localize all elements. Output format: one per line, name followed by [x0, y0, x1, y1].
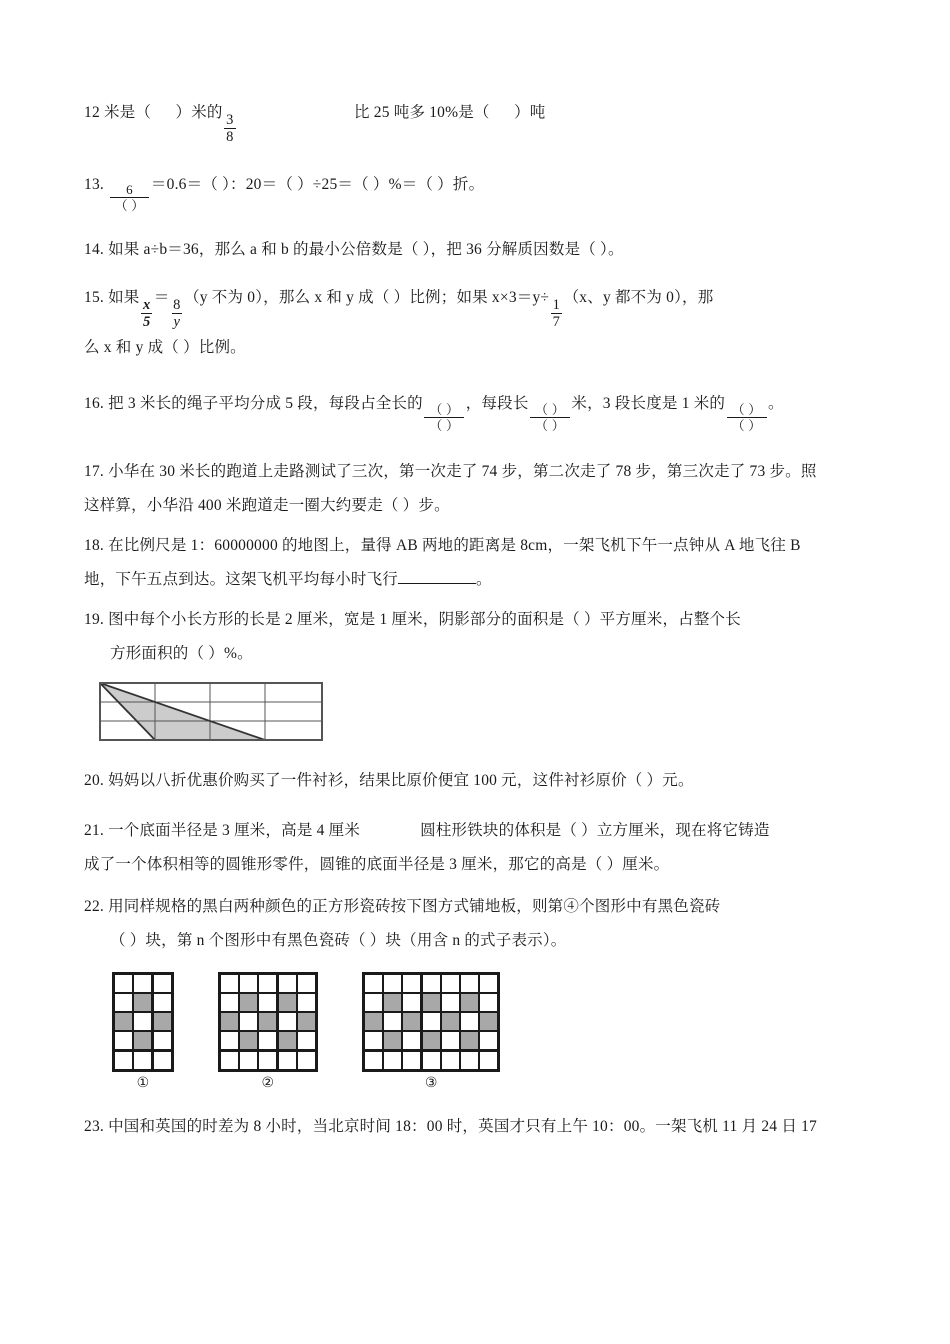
tile-white: [154, 1052, 171, 1069]
question-19-line1: 图中每个小长方形的长是 2 厘米，宽是 1 厘米，阴影部分的面积是（ ）平方厘米，占整个长: [108, 610, 741, 628]
tile-black: [442, 1013, 459, 1030]
question-17-line2-text: 这样算，小华沿 400 米跑道走一圈大约要走（ ）步。: [84, 496, 450, 514]
question-20-number: 20.: [84, 771, 104, 789]
question-12-left: [84, 96, 354, 146]
question-15-line2-text: 么 x 和 y 成（ ）比例。: [84, 338, 246, 356]
question-19-figure: [98, 681, 868, 746]
tile-black: [279, 994, 296, 1011]
tile-figure-label: ①: [136, 1074, 150, 1091]
tile-figure-2: [218, 972, 318, 1090]
question-12-left-pre: 12 米是（: [84, 104, 152, 121]
tile-grid: [218, 972, 318, 1072]
question-16: [84, 387, 868, 433]
tile-white: [403, 975, 420, 992]
question-13-number: 13.: [84, 175, 104, 193]
fraction-denominator[interactable]: （ ）: [727, 417, 767, 432]
tile-white: [279, 975, 296, 992]
tile-figure-label: ③: [424, 1074, 438, 1091]
question-21-number: 21.: [84, 821, 104, 839]
tile-white: [134, 1052, 151, 1069]
question-21-line1-b: 圆柱形铁块的体积是（ ）立方厘米，现在将它铸造: [420, 821, 770, 839]
tile-black: [461, 994, 478, 1011]
question-22-figures: [112, 972, 868, 1090]
fraction-blank-3[interactable]: [727, 403, 767, 432]
fraction-1-7: [551, 298, 562, 330]
question-19-line2: [84, 637, 868, 671]
tile-white: [403, 994, 420, 1011]
tile-black: [240, 1032, 257, 1049]
question-17-number: 17.: [84, 462, 104, 480]
question-23-number: 23.: [84, 1117, 104, 1135]
tile-figure-1: [112, 972, 174, 1090]
tile-black: [240, 994, 257, 1011]
tile-black: [384, 1032, 401, 1049]
fraction-denominator: 5: [142, 314, 151, 331]
question-13-text: ＝0.6＝（ ）：20＝（ ）÷25＝（ ）%＝（ ）折。: [150, 175, 485, 193]
tile-black: [480, 1013, 497, 1030]
fraction-numerator: 1: [552, 296, 561, 313]
tile-white: [240, 975, 257, 992]
fraction-blank-2[interactable]: [530, 403, 570, 432]
question-15-line2: [84, 331, 868, 365]
tile-white: [480, 975, 497, 992]
tile-white: [442, 975, 459, 992]
tile-white: [480, 1052, 497, 1069]
question-23: [84, 1110, 868, 1144]
tile-white: [154, 975, 171, 992]
question-12-blank-1[interactable]: [151, 104, 175, 121]
tile-white: [442, 1032, 459, 1049]
tile-white: [279, 1052, 296, 1069]
tile-white: [461, 1052, 478, 1069]
tile-white: [154, 1032, 171, 1049]
fraction-x-5: [141, 298, 152, 330]
question-19-number: 19.: [84, 610, 104, 628]
question-17-line2: [84, 489, 868, 523]
question-12: [84, 96, 868, 146]
tile-white: [384, 1013, 401, 1030]
tile-white: [134, 975, 151, 992]
question-18-line2-pre: 地，下午五点到达。这架飞机平均每小时飞行: [84, 570, 399, 588]
fraction-denominator[interactable]: （ ）: [530, 417, 570, 432]
question-14: [84, 233, 868, 267]
tile-black: [134, 1032, 151, 1049]
tile-white: [298, 1052, 315, 1069]
question-16-number: 16.: [84, 394, 104, 412]
shaded-grid-figure: [98, 681, 324, 741]
question-19-line2-text: 方形面积的（ ）%。: [110, 644, 253, 662]
question-22: [84, 890, 868, 924]
equals-sign: ＝: [153, 289, 170, 307]
question-16-end: 。: [768, 394, 784, 412]
tile-white: [240, 1013, 257, 1030]
tile-white: [480, 994, 497, 1011]
fraction-8-y: [171, 298, 182, 330]
question-22-line1: 用同样规格的黑白两种颜色的正方形瓷砖按下图方式铺地板，则第④个图形中有黑色瓷砖: [108, 897, 721, 915]
tile-black: [384, 994, 401, 1011]
tile-white: [115, 1052, 132, 1069]
fraction-denominator: 8: [226, 129, 234, 146]
question-18-answer-blank[interactable]: [398, 571, 476, 584]
question-15-number: 15.: [84, 289, 104, 307]
fraction-denominator: y: [173, 314, 181, 331]
question-14-text: 如果 a÷b＝36，那么 a 和 b 的最小公倍数是（ ），把 36 分解质因数是（ ）。: [108, 241, 624, 259]
question-16-mid1: ，每段长: [465, 394, 529, 412]
question-15-pre: 如果: [108, 289, 140, 307]
question-15: [84, 281, 868, 331]
question-21-line2-text: 成了一个体积相等的圆锥形零件，圆锥的底面半径是 3 厘米，那它的高是（ ）厘米。: [84, 855, 670, 873]
question-18-number: 18.: [84, 536, 104, 554]
tile-white: [221, 994, 238, 1011]
tile-black: [298, 1013, 315, 1030]
tile-grid: [362, 972, 501, 1072]
tile-white: [279, 1013, 296, 1030]
tile-white: [423, 1052, 440, 1069]
tile-white: [298, 1032, 315, 1049]
tile-white: [384, 975, 401, 992]
tile-white: [240, 1052, 257, 1069]
fraction-denominator[interactable]: （ ）: [424, 417, 464, 432]
question-12-left-mid: ）米的: [175, 104, 223, 121]
question-17-line1: 小华在 30 米长的跑道上走路测试了三次，第一次走了 74 步，第二次走了 78 步，第三次走了 73 步。照: [108, 462, 817, 480]
question-21: [84, 814, 868, 848]
tile-black: [154, 1013, 171, 1030]
tile-black: [461, 1032, 478, 1049]
fraction-denominator: 7: [552, 314, 561, 331]
tile-white: [384, 1052, 401, 1069]
tile-white: [423, 975, 440, 992]
fraction-numerator: 6: [126, 182, 133, 198]
question-22-line2-text: （ ）块，第 n 个图形中有黑色瓷砖（ ）块（用含 n 的式子表示）。: [110, 931, 567, 949]
tile-white: [259, 1052, 276, 1069]
question-18-line2-post: 。: [476, 570, 492, 588]
question-15-mid: （y 不为 0），那么 x 和 y 成（ ）比例；如果 x×3＝y÷: [184, 289, 550, 307]
tile-black: [134, 994, 151, 1011]
tile-black: [279, 1032, 296, 1049]
question-21-line2: [84, 848, 868, 882]
fraction-numerator: 8: [173, 296, 181, 313]
tile-white: [259, 975, 276, 992]
tile-black: [423, 1032, 440, 1049]
question-19: [84, 603, 868, 637]
tile-white: [298, 975, 315, 992]
question-16-pre: 把 3 米长的绳子平均分成 5 段，每段占全长的: [108, 394, 423, 412]
question-20-text: 妈妈以八折优惠价购买了一件衬衫，结果比原价便宜 100 元，这件衬衫原价（ ）元。: [108, 771, 694, 789]
fraction-numerator: x: [142, 296, 151, 313]
tile-white: [298, 994, 315, 1011]
question-22-line2: [84, 924, 868, 958]
fraction-6-blank[interactable]: [110, 183, 150, 212]
tile-white: [259, 1032, 276, 1049]
tile-black: [259, 1013, 276, 1030]
question-12-blank-2[interactable]: [490, 104, 514, 121]
fraction-3-8: [224, 113, 235, 145]
tile-white: [221, 975, 238, 992]
tile-white: [115, 975, 132, 992]
fraction-denominator[interactable]: （ ）: [110, 197, 150, 212]
fraction-numerator[interactable]: （ ）: [731, 401, 762, 417]
tile-white: [115, 994, 132, 1011]
question-15-tail: （x、y 都不为 0），那: [563, 289, 714, 307]
tile-white: [221, 1052, 238, 1069]
question-12-right: [354, 96, 546, 130]
question-17: [84, 455, 868, 489]
tile-black: [115, 1013, 132, 1030]
tile-white: [365, 1032, 382, 1049]
question-13: [84, 168, 868, 214]
tile-black: [403, 1013, 420, 1030]
fraction-numerator[interactable]: （ ）: [429, 401, 460, 417]
tile-white: [442, 994, 459, 1011]
question-18: [84, 529, 868, 563]
tile-white: [134, 1013, 151, 1030]
tile-white: [480, 1032, 497, 1049]
question-21-line1-a: 一个底面半径是 3 厘米，高是 4 厘米: [108, 821, 361, 839]
tile-figure-label: ②: [261, 1074, 275, 1091]
question-23-text: 中国和英国的时差为 8 小时，当北京时间 18：00 时，英国才只有上午 10：00。一架飞机 11 月 24 日 17: [108, 1117, 817, 1135]
tile-white: [221, 1032, 238, 1049]
question-22-number: 22.: [84, 897, 104, 915]
tile-white: [442, 1052, 459, 1069]
question-16-mid2: 米，3 段长度是 1 米的: [571, 394, 726, 412]
tile-black: [365, 1013, 382, 1030]
tile-white: [259, 994, 276, 1011]
tile-white: [461, 1013, 478, 1030]
tile-white: [423, 1013, 440, 1030]
tile-white: [403, 1032, 420, 1049]
tile-white: [461, 975, 478, 992]
question-12-right-end: ）吨: [514, 104, 546, 121]
tile-white: [154, 994, 171, 1011]
tile-figure-3: [362, 972, 501, 1090]
question-12-right-text: 比 25 吨多 10%是（: [354, 104, 490, 121]
question-18-line2: [84, 563, 868, 597]
question-18-line1: 在比例尺是 1：60000000 的地图上，量得 AB 两地的距离是 8cm，一架飞机下午一点钟从 A 地飞往 B: [108, 536, 801, 554]
tile-black: [221, 1013, 238, 1030]
tile-white: [365, 975, 382, 992]
tile-white: [403, 1052, 420, 1069]
fraction-numerator[interactable]: （ ）: [535, 401, 565, 417]
question-20: [84, 764, 868, 798]
tile-white: [365, 994, 382, 1011]
fraction-numerator: 3: [226, 111, 234, 128]
fraction-blank-1[interactable]: [424, 403, 464, 432]
tile-black: [423, 994, 440, 1011]
tile-white: [365, 1052, 382, 1069]
tile-grid: [112, 972, 174, 1072]
question-14-number: 14.: [84, 241, 104, 259]
tile-white: [115, 1032, 132, 1049]
